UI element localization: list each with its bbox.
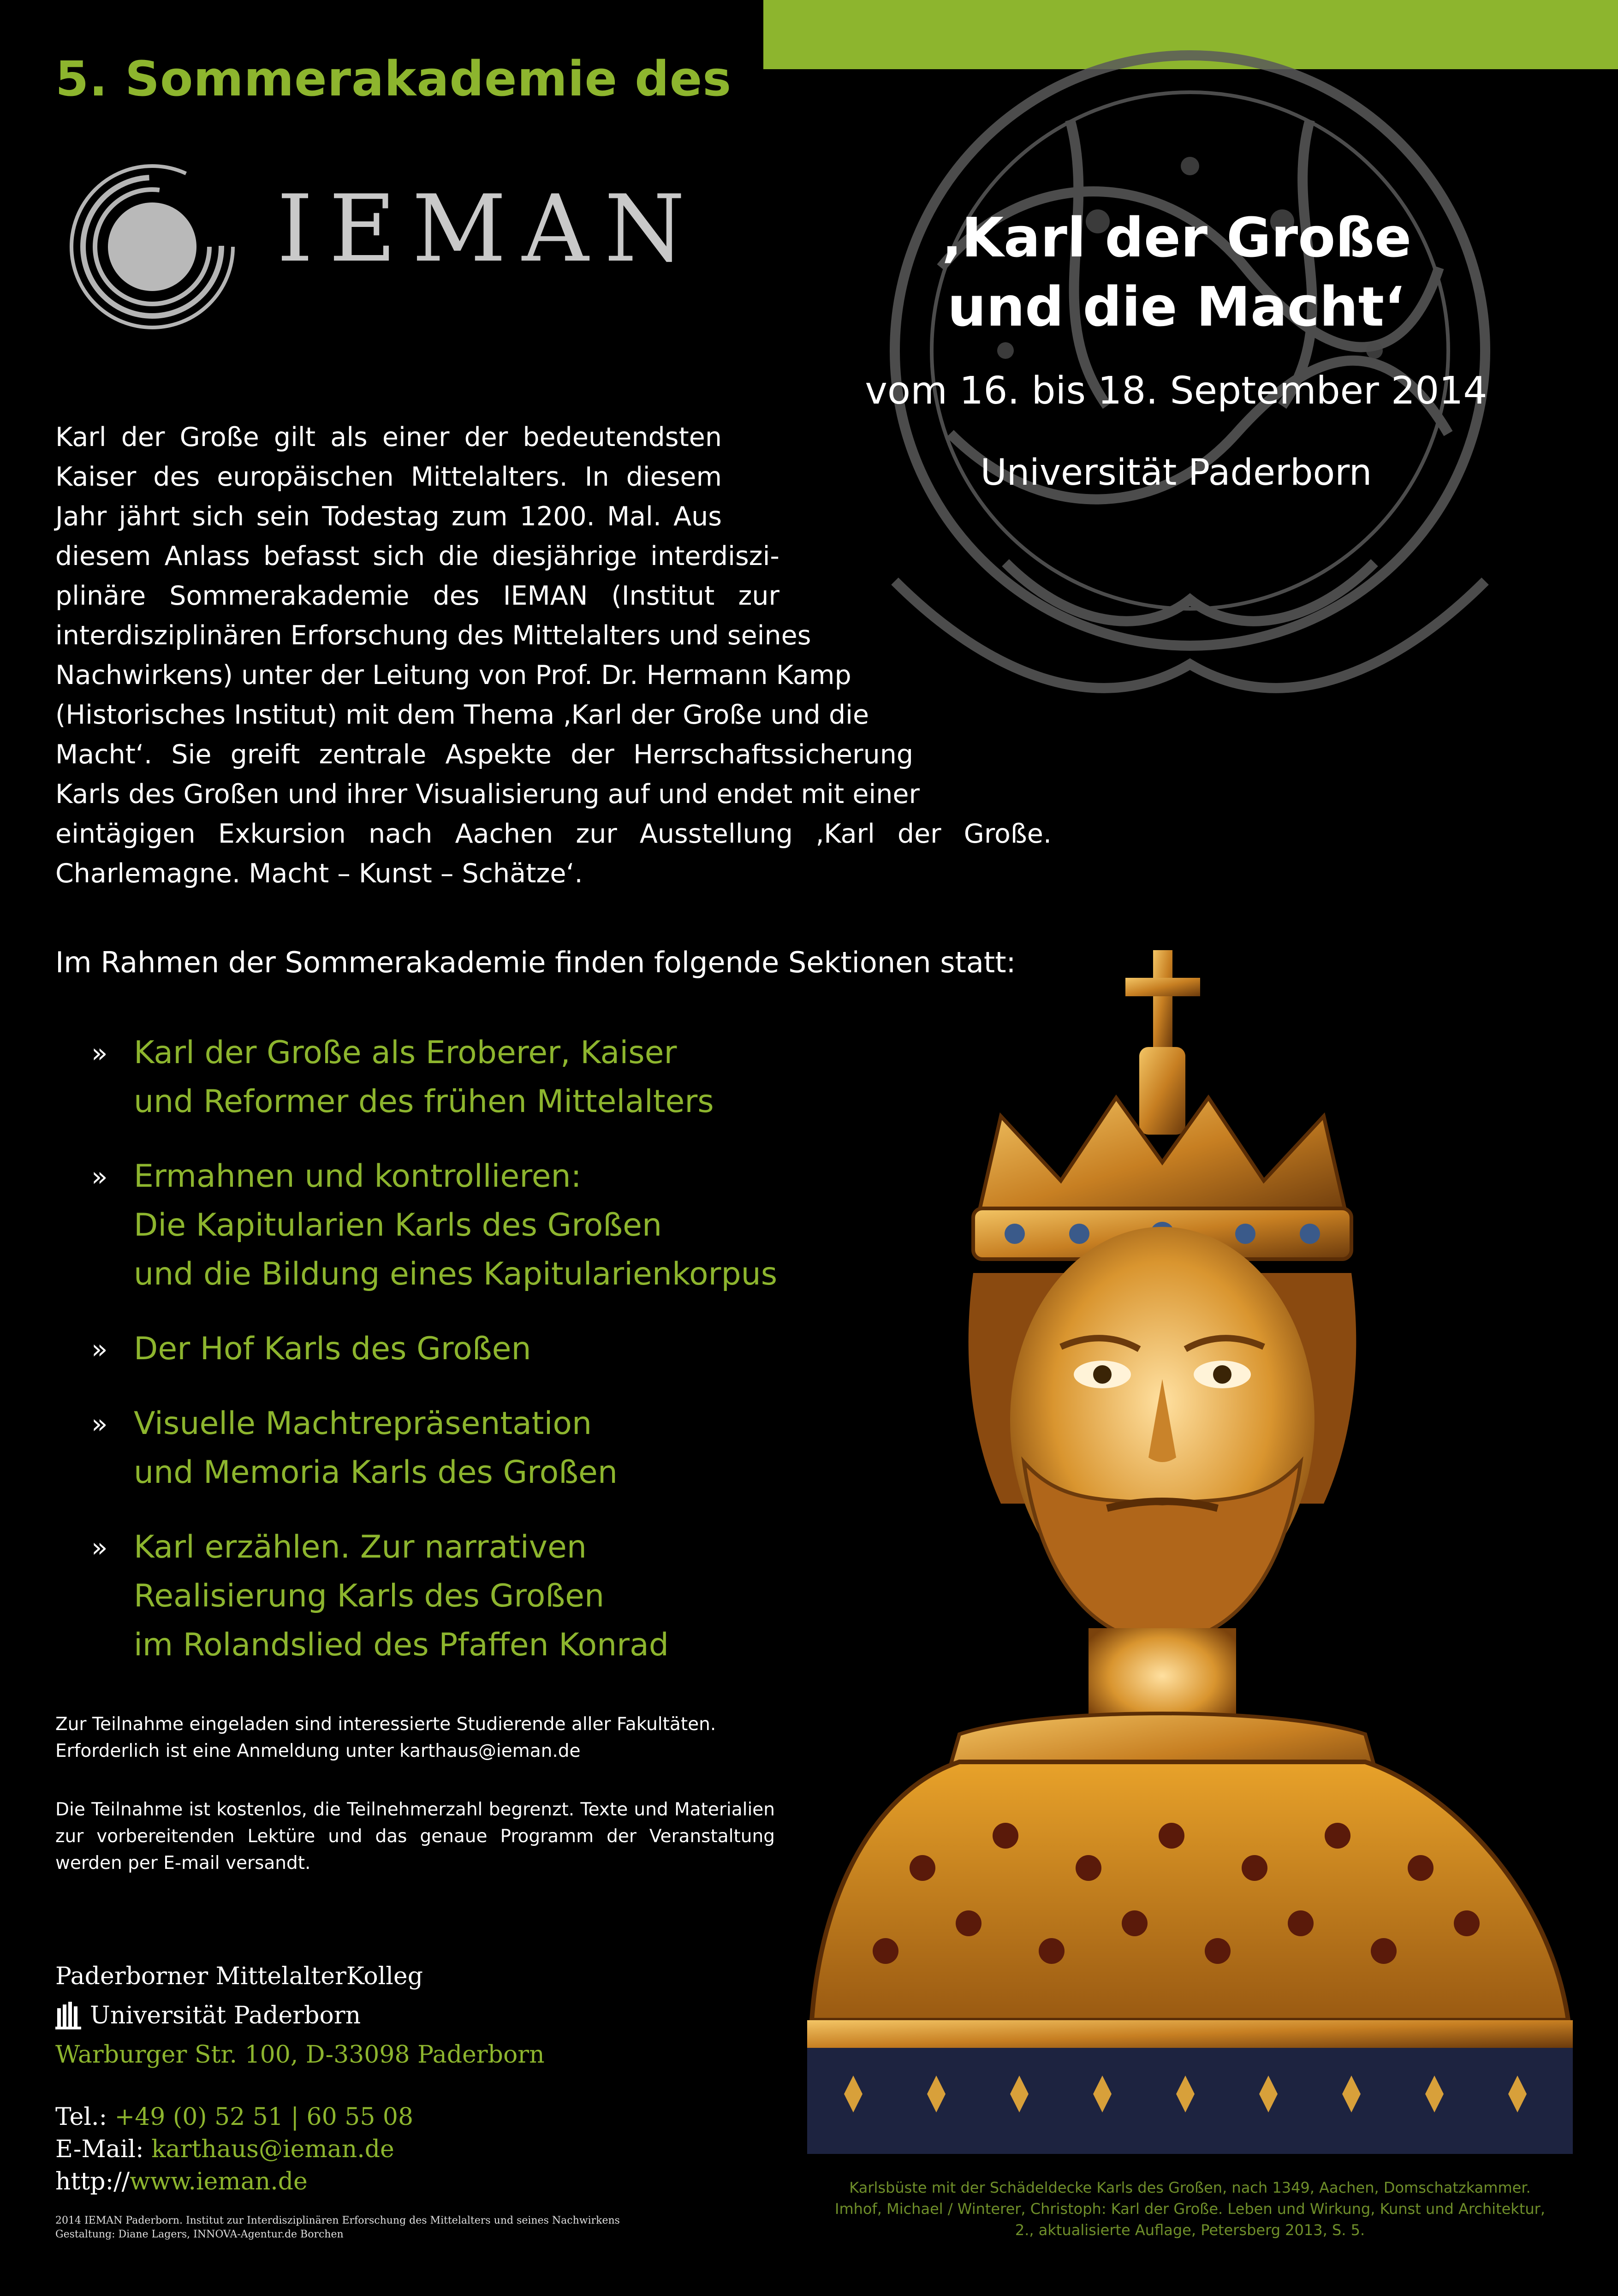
image-caption [798, 2177, 1582, 2241]
intro-line: Karl der Große gilt als einer der bedeutendsten [55, 422, 722, 452]
section-line: im Rolandslied des Pfaffen Konrad [134, 1627, 669, 1663]
phone-number[interactable]: +49 (0) 52 51 | 60 55 08 [114, 2103, 414, 2131]
email-label: E-Mail: [55, 2135, 144, 2163]
website-line [55, 2168, 308, 2195]
caption-line: 2., aktualisierte Auflage, Petersberg 2013, S. 5. [1015, 2221, 1365, 2239]
sections-heading: Im Rahmen der Sommerakademie finden folgende Sektionen statt: [55, 946, 1016, 979]
section-line: und Reformer des frühen Mittelalters [134, 1083, 714, 1120]
intro-line: Nachwirkens) unter der Leitung von Prof. Dr. Hermann Kamp [55, 660, 851, 690]
event-location: Universität Paderborn [980, 452, 1372, 494]
ieman-logo-icon [65, 159, 240, 334]
bullet-icon: » [91, 1532, 108, 1563]
bullet-icon: » [91, 1408, 108, 1439]
caption-line: Karlsbüste mit der Schädeldecke Karls des Großen, nach 1349, Aachen, Domschatzkammer. [849, 2179, 1531, 2196]
bullet-icon: » [91, 1333, 108, 1365]
invitation-text [55, 1711, 793, 1765]
event-title-line: und die Macht‘ [947, 275, 1405, 339]
participation-info [55, 1796, 775, 1877]
postal-address: Warburger Str. 100, D-33098 Paderborn [55, 2041, 545, 2069]
charlemagne-bust-image [784, 922, 1596, 2159]
section-line: Ermahnen und kontrollieren: [134, 1158, 582, 1195]
intro-line: Charlemagne. Macht – Kunst – Schätze‘. [55, 858, 583, 889]
intro-line: Karls des Großen und ihrer Visualisierung auf und endet mit einer [55, 779, 920, 809]
intro-line: Kaiser des europäischen Mittelalters. In diesem [55, 462, 722, 492]
intro-line: interdisziplinären Erforschung des Mittelalters und seines [55, 620, 811, 651]
intro-line: Macht‘. Sie greift zentrale Aspekte der Herrschaftssicherung [55, 739, 913, 770]
website-link[interactable]: www.ieman.de [130, 2168, 308, 2195]
ieman-logo-text: IEMAN [277, 175, 701, 283]
event-title-line: ‚Karl der Große [940, 206, 1412, 269]
section-line: und Memoria Karls des Großen [134, 1454, 618, 1491]
event-title [830, 203, 1522, 341]
university-name: Universität Paderborn [90, 2002, 361, 2029]
section-line: Realisierung Karls des Großen [134, 1578, 605, 1614]
caption-line: Imhof, Michael / Winterer, Christoph: Karl der Große. Leben und Wirkung, Kunst und Architektur, [835, 2200, 1545, 2218]
intro-line: eintägigen Exkursion nach Aachen zur Ausstellung ‚Karl der Große. [55, 819, 1052, 849]
intro-line: (Historisches Institut) mit dem Thema ‚Karl der Große und die [55, 700, 869, 730]
section-line: und die Bildung eines Kapitularienkorpus [134, 1256, 778, 1292]
intro-line: diesem Anlass befasst sich die diesjährige interdiszi- [55, 541, 779, 571]
university-logo-icon [55, 2002, 88, 2029]
intro-line: Jahr jährt sich sein Todestag zum 1200. Mal. Aus [55, 501, 722, 532]
intro-paragraph [55, 417, 1052, 893]
participation-line: Die Teilnahme ist kostenlos, die Teilnehmerzahl begrenzt. Texte und Materialien [55, 1799, 775, 1820]
design-credit-line: Gestaltung: Diane Lagers, INNOVA-Agentur.de Borchen [55, 2229, 344, 2240]
participation-line: zur vorbereitenden Lektüre und das genaue Programm der Veranstaltung [55, 1826, 775, 1847]
section-line: Die Kapitularien Karls des Großen [134, 1207, 662, 1243]
bullet-icon: » [91, 1161, 108, 1192]
invitation-line: Erforderlich ist eine Anmeldung unter karthaus@ieman.de [55, 1741, 581, 1761]
email-line [55, 2135, 394, 2163]
section-line: Visuelle Machtrepräsentation [134, 1405, 592, 1442]
intro-line: plinäre Sommerakademie des IEMAN (Institut zur [55, 581, 779, 611]
event-dates: vom 16. bis 18. September 2014 [865, 369, 1487, 413]
footer-credits [55, 2214, 620, 2242]
participation-line: werden per E-mail versandt. [55, 1853, 311, 1874]
invitation-line: Zur Teilnahme eingeladen sind interessierte Studierende aller Fakultäten. [55, 1714, 716, 1735]
kolleg-name: Paderborner MittelalterKolleg [55, 1963, 423, 1990]
phone-line [55, 2103, 413, 2131]
academy-title: 5. Sommerakademie des [55, 51, 732, 107]
section-line: Karl erzählen. Zur narrativen [134, 1529, 587, 1565]
website-prefix: http:// [55, 2168, 130, 2195]
section-line: Der Hof Karls des Großen [134, 1331, 531, 1367]
phone-label: Tel.: [55, 2103, 107, 2131]
email-link[interactable]: karthaus@ieman.de [151, 2135, 394, 2163]
section-line: Karl der Große als Eroberer, Kaiser [134, 1035, 677, 1071]
bullet-icon: » [91, 1037, 108, 1069]
copyright-line: 2014 IEMAN Paderborn. Institut zur Interdisziplinären Erforschung des Mittelalters und seines Nachwirkens [55, 2215, 620, 2226]
